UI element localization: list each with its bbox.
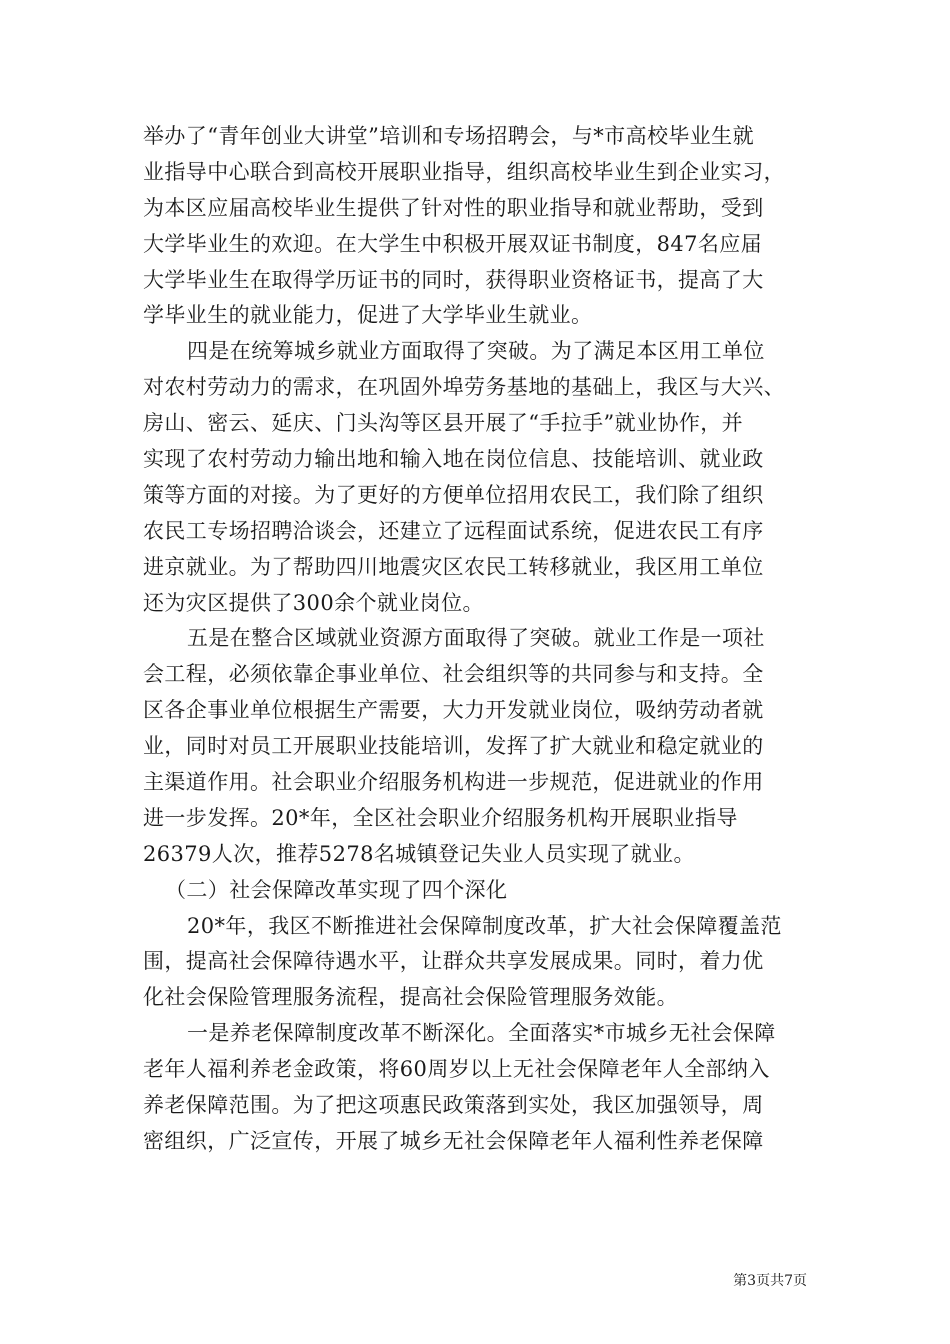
document-body xyxy=(143,119,803,1160)
paragraph-start-line: 四是在统筹城乡就业方面取得了突破。为了满足本区用工单位 xyxy=(187,339,765,364)
text-line: 围，提高社会保障待遇水平，让群众共享发展成果。同时，着力优 xyxy=(143,949,764,974)
text-line: 大学毕业生在取得学历证书的同时，获得职业资格证书，提高了大 xyxy=(143,267,764,292)
text-line: 化社会保险管理服务流程，提高社会保险管理服务效能。 xyxy=(143,985,678,1010)
text-line: 老年人福利养老金政策，将60周岁以上无社会保障老年人全部纳入 xyxy=(143,1057,770,1082)
text-line: 大学毕业生的欢迎。在大学生中积极开展双证书制度，847名应届 xyxy=(143,231,763,256)
paragraph-start-line: 五是在整合区域就业资源方面取得了突破。就业工作是一项社 xyxy=(187,626,765,651)
text-line: 学毕业生的就业能力，促进了大学毕业生就业。 xyxy=(143,303,593,328)
text-line: 业，同时对员工开展职业技能培训，发挥了扩大就业和稳定就业的 xyxy=(143,734,764,759)
text-line: 举办了“青年创业大讲堂”培训和专场招聘会，与*市高校毕业生就 xyxy=(143,124,754,148)
text-line: 区各企事业单位根据生产需要，大力开发就业岗位，吸纳劳动者就 xyxy=(143,698,764,723)
text-line: 养老保障范围。为了把这项惠民政策落到实处，我区加强领导，周 xyxy=(143,1093,764,1118)
text-line: 农民工专场招聘洽谈会，还建立了远程面试系统，促进农民工有序 xyxy=(143,518,764,543)
section-heading: （二）社会保障改革实现了四个深化 xyxy=(165,877,508,902)
text-line: 进一步发挥。20*年，全区社会职业介绍服务机构开展职业指导 xyxy=(143,805,738,830)
text-line: 房山、密云、延庆、门头沟等区县开展了“手拉手”就业协作，并 xyxy=(143,411,744,436)
text-line: 密组织，广泛宣传，开展了城乡无社会保障老年人福利性养老保障 xyxy=(143,1128,764,1153)
text-line: 26379人次，推荐5278名城镇登记失业人员实现了就业。 xyxy=(143,841,695,866)
paragraph-start-line: 一是养老保障制度改革不断深化。全面落实*市城乡无社会保障 xyxy=(187,1021,776,1046)
text-line: 实现了农村劳动力输出地和输入地在岗位信息、技能培训、就业政 xyxy=(143,447,764,472)
text-line: 主渠道作用。社会职业介绍服务机构进一步规范，促进就业的作用 xyxy=(143,770,764,795)
text-line: 策等方面的对接。为了更好的方便单位招用农民工，我们除了组织 xyxy=(143,482,764,507)
text-line: 为本区应届高校毕业生提供了针对性的职业指导和就业帮助，受到 xyxy=(143,195,764,220)
page-number-footer: 第3页共7页 xyxy=(733,1273,807,1289)
text-line: 会工程，必须依靠企事业单位、社会组织等的共同参与和支持。全 xyxy=(143,662,764,687)
text-line: 进京就业。为了帮助四川地震灾区农民工转移就业，我区用工单位 xyxy=(143,554,764,579)
text-line: 业指导中心联合到高校开展职业指导，组织高校毕业生到企业实习， xyxy=(143,159,785,184)
text-line: 对农村劳动力的需求，在巩固外埠劳务基地的基础上，我区与大兴、 xyxy=(143,375,785,400)
text-line: 还为灾区提供了300余个就业岗位。 xyxy=(143,590,484,615)
paragraph-start-line: 20*年，我区不断推进社会保障制度改革，扩大社会保障覆盖范 xyxy=(187,913,782,938)
